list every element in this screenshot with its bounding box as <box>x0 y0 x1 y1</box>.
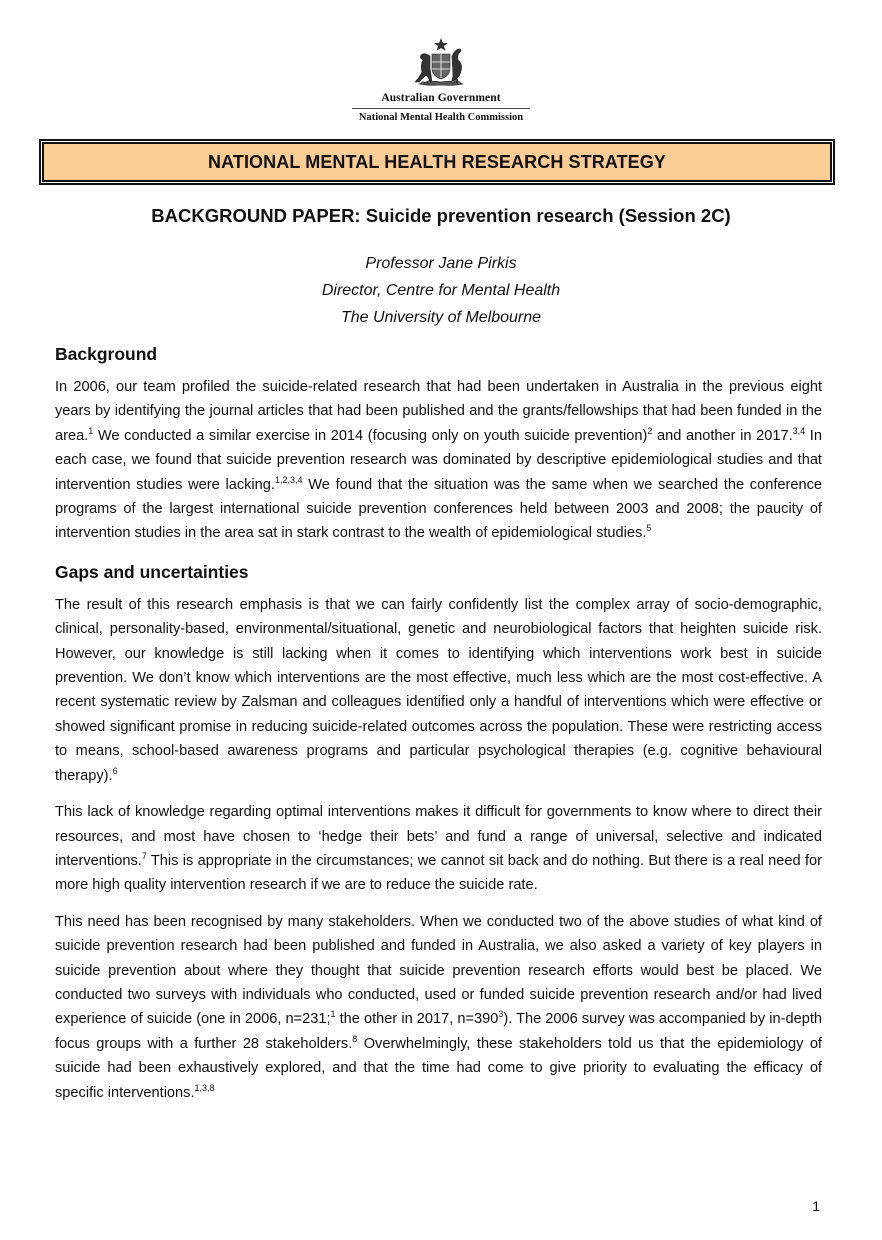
strategy-banner <box>42 142 832 182</box>
paragraph-text: In each case, we found that suicide prevention research was dominated by descriptive epidemiological studies and that intervention studies were lacking. <box>55 427 822 493</box>
citation-superscript: 5 <box>646 523 652 534</box>
citation-superscript: 1,3,8 <box>194 1082 215 1093</box>
page-number: 1 <box>812 1198 820 1214</box>
paper-title: BACKGROUND PAPER: Suicide prevention research (Session 2C) <box>151 205 731 226</box>
citation-superscript: 8 <box>352 1033 358 1044</box>
letterhead <box>0 38 882 123</box>
paragraph-text: Overwhelmingly, these stakeholders told us that the epidemiology of suicide had been exhaustively explored, and that the time had come to give priority to evaluating the efficacy of specific interventions. <box>55 1035 822 1101</box>
paragraph-text: the other in 2017, n=390 <box>335 1011 499 1028</box>
citation-superscript: 3 <box>498 1009 504 1020</box>
section-heading-background: Background <box>55 344 158 364</box>
paragraph <box>55 375 822 546</box>
paragraph-text: The result of this research emphasis is that we can fairly confidently list the complex array of socio-demographic, clinical, personality-based, environmental/situational, genetic and neurobiological factors that heighten suicide risk. However, our knowledge is still lacking when it comes to identifying which interventions work best in suicide prevention. We don’t know which interventions are the most effective, much less which are the most cost-effective. A recent systematic review by Zalsman and colleagues identified only a handful of interventions which were effective or showed significant promise in reducing suicide-related outcomes across the population. These were restricting access to means, school-based awareness programs and particular psychological therapies (e.g. cognitive behavioural therapy). <box>55 596 822 784</box>
citation-superscript: 1 <box>330 1009 336 1020</box>
letterhead-divider <box>352 108 530 109</box>
banner-title: NATIONAL MENTAL HEALTH RESEARCH STRATEGY <box>208 151 666 172</box>
author-name: Professor Jane Pirkis <box>365 255 517 272</box>
paragraph-text: We found that the situation was the same when we searched the conference programs of the largest international suicide prevention conferences held between 2003 and 2008; the paucity of intervention studies in the area sat in stark contrast to the wealth of epidemiological studies. <box>55 476 822 542</box>
paragraph-text: This is appropriate in the circumstances; we cannot sit back and do nothing. But there is a real need for more high quality intervention research if we are to reduce the suicide rate. <box>55 852 822 894</box>
paragraph-text: and another in 2017. <box>652 427 793 444</box>
paragraph-text: In 2006, our team profiled the suicide-related research that had been undertaken in Australia in the previous eight years by identifying the journal articles that had been published and the grants/fellowships that had been funded in the area. <box>55 379 822 444</box>
paragraph <box>55 910 822 1105</box>
document-body <box>55 340 822 1117</box>
paragraph-text: This need has been recognised by many stakeholders. When we conducted two of the above studies of what kind of suicide prevention research had been published and funded in Australia, we also asked a variety of key players in suicide prevention about where they thought that suicide prevention research efforts would best be placed. We conducted two surveys with individuals who conducted, used or funded suicide prevention research and/or had lived experience of suicide (one in 2006, n=231; <box>55 913 822 1028</box>
citation-superscript: 1 <box>88 425 94 436</box>
paragraph-text: ). The 2006 survey was accompanied by in-depth focus groups with a further 28 stakeholders. <box>55 1011 822 1052</box>
australian-coat-of-arms-icon <box>405 38 477 90</box>
author-block <box>0 250 882 331</box>
government-name: Australian Government <box>381 92 501 104</box>
citation-superscript: 2 <box>647 425 653 436</box>
citation-superscript: 1,2,3,4 <box>274 474 303 485</box>
citation-superscript: 7 <box>141 851 147 862</box>
author-institution: The University of Melbourne <box>340 309 542 326</box>
paragraph-text: We conducted a similar exercise in 2014 (focusing only on youth suicide prevention) <box>93 427 648 444</box>
paragraph <box>55 593 822 788</box>
section-heading-gaps: Gaps and uncertainties <box>55 561 249 582</box>
commission-name: National Mental Health Commission <box>358 112 524 123</box>
citation-superscript: 6 <box>112 765 118 776</box>
citation-superscript: 3,4 <box>792 425 806 436</box>
paragraph-text: This lack of knowledge regarding optimal interventions makes it difficult for governments to know where to direct their resources, and most have chosen to ‘hedge their bets’ and fund a range of universal, selective and indicated interventions. <box>55 804 822 869</box>
author-position: Director, Centre for Mental Health <box>321 282 561 299</box>
paragraph <box>55 800 822 898</box>
